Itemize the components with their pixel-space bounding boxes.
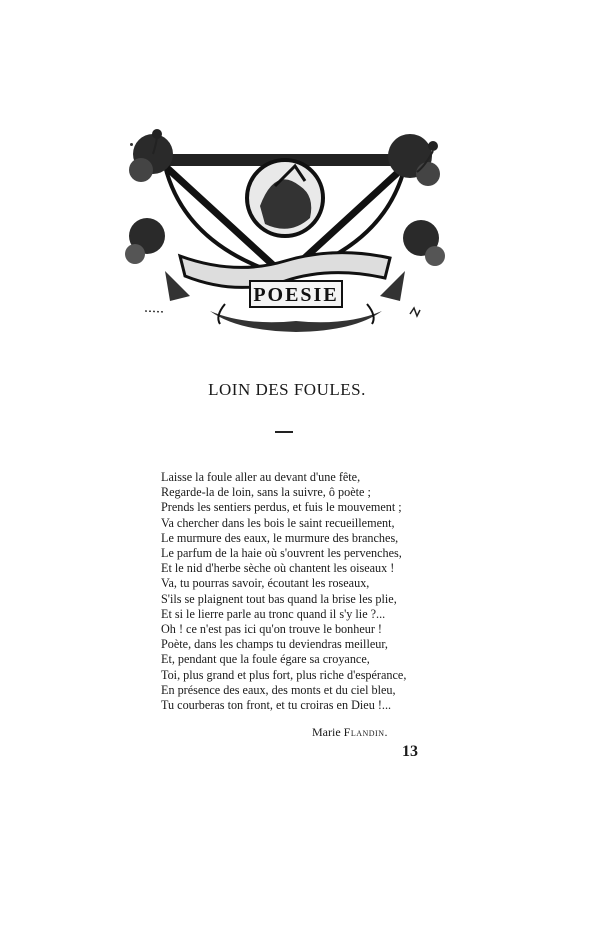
poem-title: LOIN DES FOULES. <box>208 380 366 399</box>
poesie-vignette-illustration <box>125 126 445 334</box>
poem-line: Laisse la foule aller au devant d'une fête, <box>161 470 361 484</box>
ink-speck <box>130 143 133 146</box>
poem-line: Le murmure des eaux, le murmure des branches, <box>161 530 399 545</box>
poem-line: Le parfum de la haie où s'ouvrent les pervenches, <box>161 546 402 561</box>
svg-text:POESIE: POESIE <box>253 284 339 306</box>
poem-line: Et le nid d'herbe sèche où chantent les oiseaux ! <box>161 561 395 576</box>
author-signature <box>312 725 388 740</box>
poem-line: Et, pendant que la foule égare sa croyance, <box>161 652 370 667</box>
poem-line: Prends les sentiers perdus, et fuis le mouvement ; <box>161 500 402 515</box>
poem-line: S'ils se plaignent tout bas quand la brise les plie, <box>161 591 397 606</box>
poem-line: Toi, plus grand et plus fort, plus riche d'espérance, <box>161 667 407 682</box>
poem-line: Et si le lierre parle au tronc quand il s'y lie ?... <box>161 606 386 621</box>
poem-line: Oh ! ce n'est pas ici qu'on trouve le bonheur ! <box>161 622 382 637</box>
poem-line: Poète, dans les champs tu deviendras meilleur, <box>161 637 388 652</box>
page-number: 13 <box>402 743 418 760</box>
poem-body <box>161 470 421 713</box>
author-last-name: Flandin. <box>343 725 388 739</box>
poem-line: En présence des eaux, des monts et du ciel bleu, <box>161 682 396 697</box>
author-first-name: Marie <box>312 725 341 739</box>
poem-line: Va chercher dans les bois le saint recueillement, <box>161 515 395 530</box>
poem-line: Tu courberas ton front, et tu croiras en Dieu !... <box>161 698 392 713</box>
poem-line: Regarde-la de loin, sans la suivre, ô poète ; <box>161 485 371 500</box>
title-divider <box>275 431 293 433</box>
poem-line: Va, tu pourras savoir, écoutant les roseaux, <box>161 576 370 591</box>
